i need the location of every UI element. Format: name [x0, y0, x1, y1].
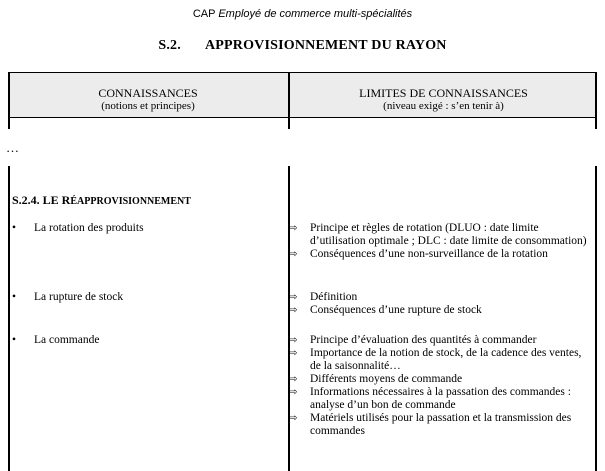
- continuation-ellipsis: …: [6, 140, 19, 155]
- limit-text: Informations nécessaires à la passation des commandes : analyse d’un bon de commande: [310, 386, 571, 411]
- limit-text: Définition: [310, 291, 358, 303]
- arrow-icon: ⇨: [289, 348, 298, 359]
- section-heading: APPROVISIONNEMENT DU RAYON: [204, 38, 447, 53]
- bullet-icon: •: [12, 334, 17, 346]
- topic-item: [12, 222, 144, 234]
- subsection-smallcaps: ÉAPPROVISIONNEMENT: [70, 196, 191, 207]
- limits-list: [289, 222, 595, 261]
- table-header: [8, 72, 597, 129]
- limit-item: [289, 248, 595, 261]
- column-header-knowledge: [8, 87, 288, 113]
- bullet-icon: •: [12, 222, 17, 234]
- table-body-border-right: [595, 166, 597, 471]
- column-header-limits: [290, 87, 597, 113]
- limit-item: [289, 291, 595, 304]
- topic-label: La commande: [34, 334, 100, 346]
- header-title: Employé de commerce multi-spécialités: [218, 8, 413, 20]
- column-header-knowledge-title: CONNAISSANCES: [98, 86, 198, 100]
- arrow-icon: ⇨: [289, 223, 298, 234]
- arrow-icon: ⇨: [289, 374, 298, 385]
- header-prefix: CAP: [192, 8, 216, 20]
- column-header-limits-title: LIMITES DE CONNAISSANCES: [359, 86, 528, 100]
- bullet-icon: •: [12, 291, 17, 303]
- subsection-prefix: S.2.4. LE R: [12, 193, 71, 207]
- limit-item: [289, 222, 595, 248]
- column-header-limits-subtitle: (niveau exigé : s’en tenir à): [383, 100, 504, 112]
- arrow-icon: ⇨: [289, 305, 298, 316]
- limit-text: Matériels utilisés pour la passation et la transmission des commandes: [310, 412, 572, 437]
- limit-text: Différents moyens de commande: [310, 373, 463, 385]
- limits-list: [289, 334, 595, 438]
- topic-label: La rotation des produits: [34, 222, 144, 234]
- topic-label: La rupture de stock: [34, 291, 124, 303]
- arrow-icon: ⇨: [289, 335, 298, 346]
- topic-item: [12, 334, 99, 346]
- arrow-icon: ⇨: [289, 249, 298, 260]
- limit-text: Importance de la notion de stock, de la cadence des ventes, de la saisonnalité…: [310, 347, 582, 372]
- limit-item: [289, 334, 595, 347]
- topic-item: [12, 291, 123, 303]
- limit-item: [289, 347, 595, 373]
- limit-text: Principe d’évaluation des quantités à commander: [310, 334, 537, 346]
- arrow-icon: ⇨: [289, 413, 298, 424]
- section-title: [0, 38, 605, 54]
- limit-item: [289, 412, 595, 438]
- limit-item: [289, 304, 595, 317]
- limit-text: Conséquences d’une non-surveillance de la rotation: [310, 248, 548, 260]
- subsection-title: [12, 193, 191, 208]
- table-body-border-left: [8, 166, 10, 471]
- document-header: [0, 8, 605, 20]
- limit-text: Principe et règles de rotation (DLUO : date limite d’utilisation optimale ; DLC : date limite de consommation): [310, 222, 587, 247]
- section-number: S.2.: [158, 38, 181, 53]
- arrow-icon: ⇨: [289, 387, 298, 398]
- limit-item: [289, 386, 595, 412]
- limit-text: Conséquences d’une rupture de stock: [310, 304, 482, 316]
- limit-item: [289, 373, 595, 386]
- arrow-icon: ⇨: [289, 292, 298, 303]
- limits-list: [289, 291, 595, 317]
- column-header-knowledge-subtitle: (notions et principes): [101, 100, 195, 112]
